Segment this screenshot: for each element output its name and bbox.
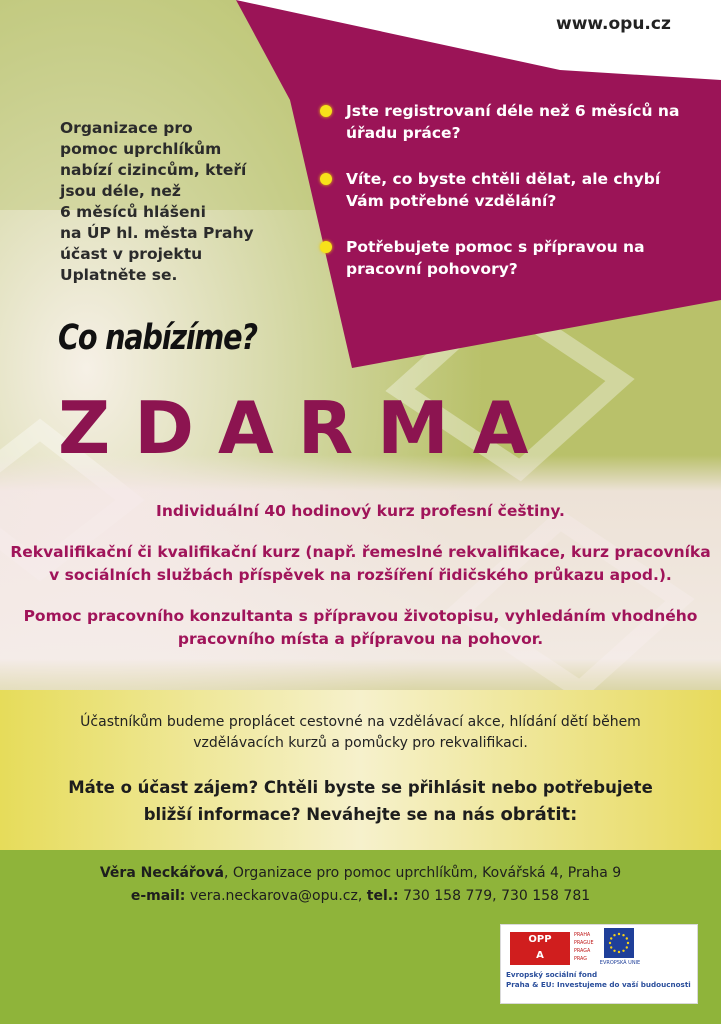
email-link[interactable]: vera.neckarova@opu.cz, xyxy=(185,888,367,904)
question-line: Potřebujete pomoc s přípravou na xyxy=(346,238,645,256)
intro-line: 6 měsíců hlášeni xyxy=(60,203,206,221)
bullet-icon xyxy=(320,241,332,253)
intro-line: Organizace pro xyxy=(60,119,193,137)
eu-star-icon xyxy=(626,946,628,948)
eu-flag-icon xyxy=(604,928,634,958)
offer-line: pracovního místa a přípravou na pohovor. xyxy=(177,630,544,648)
question-line: Vám potřebné vzdělání? xyxy=(346,192,557,210)
offer-item xyxy=(0,605,721,651)
question-line: úřadu práce? xyxy=(346,124,461,142)
free-label: ZDARMA xyxy=(58,386,553,470)
intro-line: nabízí cizincům, kteří xyxy=(60,161,247,179)
question-line: Víte, co byste chtěli dělat, ale chybí xyxy=(346,170,661,188)
question-item xyxy=(320,100,680,144)
intro-line: pomoc uprchlíkům xyxy=(60,140,222,158)
eu-star-icon xyxy=(610,946,612,948)
call-to-action xyxy=(0,774,721,828)
prague-line: PRAG xyxy=(574,957,587,962)
question-item xyxy=(320,168,680,212)
note-line: vzdělávacích kurzů a pomůcky pro rekvalifikaci. xyxy=(193,735,528,751)
esf-line: Evropský sociální fond xyxy=(506,970,598,979)
eu-star-icon xyxy=(610,937,612,939)
oppa-logo xyxy=(510,932,570,965)
website-url: www.opu.cz xyxy=(556,14,671,34)
oppa-logo-top: OPP xyxy=(528,934,552,945)
bullet-icon xyxy=(320,105,332,117)
intro-line: Uplatněte se. xyxy=(60,266,178,284)
intro-text xyxy=(60,118,280,286)
esf-line: Praha & EU: Investujeme do vaší budoucnosti xyxy=(506,980,691,989)
contact-line xyxy=(0,862,721,885)
bullet-icon xyxy=(320,173,332,185)
offer-line: v sociálních službách příspěvek na rozšíření řidičského průkazu apod.). xyxy=(49,566,672,584)
question-line: pracovní pohovory? xyxy=(346,260,518,278)
esf-caption xyxy=(506,970,696,990)
question-list xyxy=(320,100,680,304)
eu-star-icon xyxy=(627,942,629,944)
contact-org: , Organizace pro pomoc uprchlíkům, Kovářská 4, Praha 9 xyxy=(224,865,622,881)
eu-star-icon xyxy=(613,934,615,936)
cta-line-text: bližší informace? Neváhejte se na nás xyxy=(143,805,501,824)
cta-emphasis: obrátit: xyxy=(500,804,578,825)
phone-numbers: 730 158 779, 730 158 781 xyxy=(398,888,591,904)
section-heading: Co nabízíme? xyxy=(58,318,257,358)
cta-line xyxy=(0,801,721,828)
reimbursement-note xyxy=(0,712,721,754)
question-item xyxy=(320,236,680,280)
eu-star-icon xyxy=(609,942,611,944)
offer-list xyxy=(0,500,721,669)
eu-star-icon xyxy=(622,934,624,936)
intro-line: jsou déle, než xyxy=(60,182,181,200)
offer-line: Rekvalifikační či kvalifikační kurz (např. řemeslné rekvalifikace, kurz pracovníka xyxy=(10,543,711,561)
eu-star-icon xyxy=(618,933,620,935)
eu-star-icon xyxy=(622,950,624,952)
intro-line: na ÚP hl. města Prahy xyxy=(60,224,254,242)
contact-name: Věra Neckářová xyxy=(99,865,224,881)
eu-caption: EVROPSKÁ UNIE xyxy=(599,960,641,966)
prague-line: PRAGUE xyxy=(574,941,594,946)
prague-line: PRAHA xyxy=(574,933,591,938)
prague-line: PRAGA xyxy=(574,949,591,954)
prague-logo xyxy=(574,932,596,965)
contact-line xyxy=(0,885,721,908)
phone-label: tel.: xyxy=(366,888,399,904)
eu-star-icon xyxy=(618,951,620,953)
offer-item xyxy=(0,500,721,523)
cta-line: Máte o účast zájem? Chtěli byste se přihlásit nebo potřebujete xyxy=(68,778,653,797)
contact-info xyxy=(0,862,721,908)
email-label: e-mail: xyxy=(130,888,186,904)
eu-star-icon xyxy=(613,950,615,952)
intro-line: účast v projektu xyxy=(60,245,203,263)
note-line: Účastníkům budeme proplácet cestovné na vzdělávací akce, hlídání dětí během xyxy=(80,714,641,730)
offer-line: Individuální 40 hodinový kurz profesní češtiny. xyxy=(156,502,565,520)
question-line: Jste registrovaní déle než 6 měsíců na xyxy=(346,102,680,120)
eu-star-icon xyxy=(626,937,628,939)
oppa-logo-bottom: A xyxy=(536,950,544,961)
offer-item xyxy=(0,541,721,587)
offer-line: Pomoc pracovního konzultanta s přípravou životopisu, vyhledáním vhodného xyxy=(23,607,698,625)
